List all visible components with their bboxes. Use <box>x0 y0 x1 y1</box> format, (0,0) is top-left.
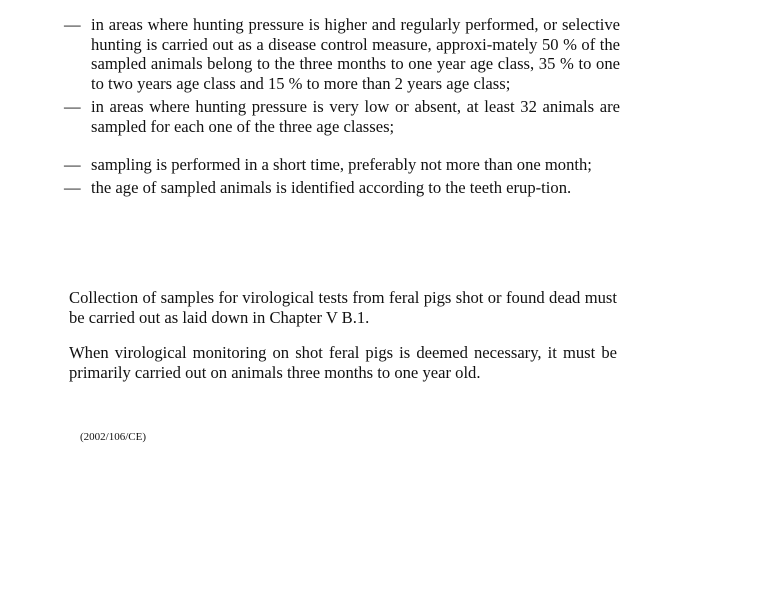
bullet-item-hunting-pressure-high <box>60 15 620 93</box>
bullet-text: in areas where hunting pressure is very low or absent, at least 32 animals are sampled for each one of the three age classes; <box>91 97 620 136</box>
bullet-item-hunting-pressure-low <box>60 97 620 136</box>
dash-marker: — <box>64 97 81 117</box>
bullet-text: sampling is performed in a short time, preferably not more than one month; <box>91 154 592 174</box>
bullet-list <box>60 15 620 198</box>
bullet-text: in areas where hunting pressure is higher and regularly performed, or selective hunting is carried out as a disease control measure, approxi-mately 50 % of the sampled animals belong to the three months to one year age class, 35 % to one to two years age class and 15 % to more than 2 years age class; <box>91 15 620 93</box>
document-reference: (2002/106/CE) <box>80 431 146 443</box>
dash-marker: — <box>64 15 81 34</box>
bullet-item-age-identification <box>60 178 620 198</box>
paragraph-sample-collection: Collection of samples for virological tests from feral pigs shot or found dead must be carried out as laid down in Chapter V B.1. <box>69 288 617 327</box>
dash-marker: — <box>64 178 81 198</box>
bullet-text: the age of sampled animals is identified according to the teeth erup-tion. <box>91 178 572 198</box>
bullet-item-sampling-time <box>60 155 620 175</box>
dash-marker: — <box>64 154 81 174</box>
paragraph-virological-monitoring: When virological monitoring on shot feral pigs is deemed necessary, it must be primarily carried out on animals three months to one year old. <box>69 343 617 382</box>
